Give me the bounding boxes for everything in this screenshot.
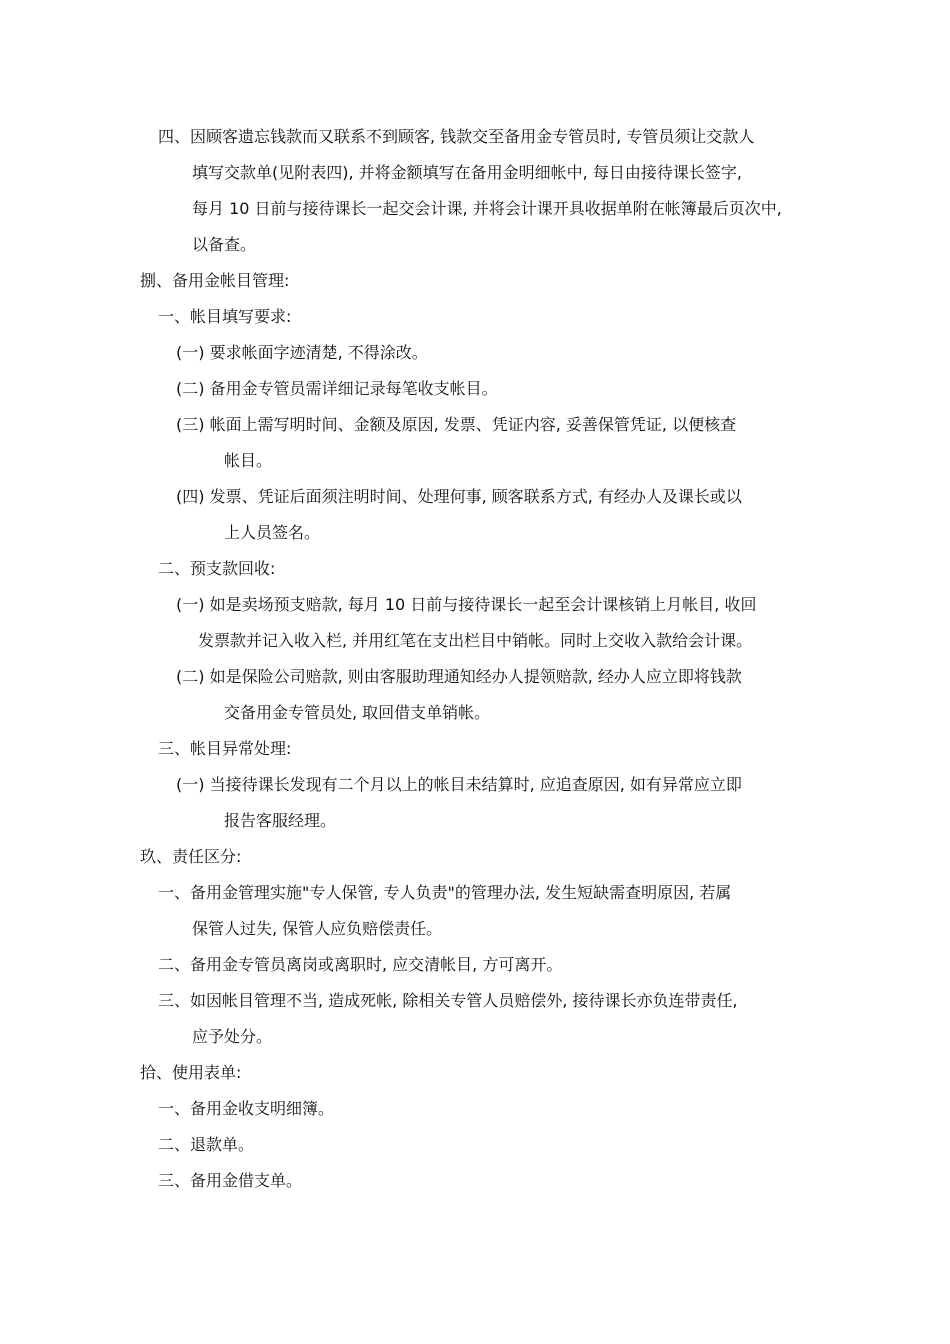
text-line: 上人员签名。 xyxy=(224,523,321,542)
text-line: (一) 要求帐面字迹清楚, 不得涂改。 xyxy=(176,343,428,362)
text-line: 二、备用金专管员离岗或离职时, 应交清帐目, 方可离开。 xyxy=(158,955,563,974)
text-line: 二、退款单。 xyxy=(158,1135,255,1154)
section-heading: 玖、责任区分: xyxy=(140,847,242,866)
text-line: (一) 如是卖场预支赔款, 每月 10 日前与接待课长一起至会计课核销上月帐目, 收回 xyxy=(176,595,757,614)
text-line: 报告客服经理。 xyxy=(224,811,337,830)
text-line: 每月 10 日前与接待课长一起交会计课, 并将会计课开具收据单附在帐簿最后页次中, xyxy=(192,199,782,218)
text-line: (二) 如是保险公司赔款, 则由客服助理通知经办人提领赔款, 经办人应立即将钱款 xyxy=(176,667,742,686)
text-line: 交备用金专管员处, 取回借支单销帐。 xyxy=(224,703,491,722)
text-line: 四、因顾客遗忘钱款而又联系不到顾客, 钱款交至备用金专管员时, 专管员须让交款人 xyxy=(158,127,755,146)
section-heading: 拾、使用表单: xyxy=(140,1063,242,1082)
text-line: 一、备用金收支明细簿。 xyxy=(158,1099,335,1118)
text-line: 填写交款单(见附表四), 并将金额填写在备用金明细帐中, 每日由接待课长签字, xyxy=(192,163,742,182)
text-line: 帐目。 xyxy=(224,451,273,470)
text-line: 以备查。 xyxy=(192,235,257,254)
text-line: (四) 发票、凭证后面须注明时间、处理何事, 顾客联系方式, 有经办人及课长或以 xyxy=(176,487,742,506)
text-line: (一) 当接待课长发现有二个月以上的帐目未结算时, 应追查原因, 如有异常应立即 xyxy=(176,775,742,794)
subsection-heading: 三、帐目异常处理: xyxy=(158,739,292,758)
subsection-heading: 二、预支款回收: xyxy=(158,559,276,578)
text-line: 一、备用金管理实施"专人保管, 专人负责"的管理办法, 发生短缺需查明原因, 若属 xyxy=(158,883,732,902)
text-line: 三、如因帐目管理不当, 造成死帐, 除相关专管人员赔偿外, 接待课长亦负连带责任, xyxy=(158,991,738,1010)
text-line: 应予处分。 xyxy=(192,1027,273,1046)
text-line: (三) 帐面上需写明时间、金额及原因, 发票、凭证内容, 妥善保管凭证, 以便核查 xyxy=(176,415,737,434)
text-line: 保管人过失, 保管人应负赔偿责任。 xyxy=(192,919,443,938)
section-heading: 捌、备用金帐目管理: xyxy=(140,271,290,290)
text-line: 发票款并记入收入栏, 并用红笔在支出栏目中销帐。同时上交收入款给会计课。 xyxy=(198,631,753,650)
subsection-heading: 一、帐目填写要求: xyxy=(158,307,292,326)
text-line: 三、备用金借支单。 xyxy=(158,1171,303,1190)
text-line: (二) 备用金专管员需详细记录每笔收支帐目。 xyxy=(176,379,498,398)
